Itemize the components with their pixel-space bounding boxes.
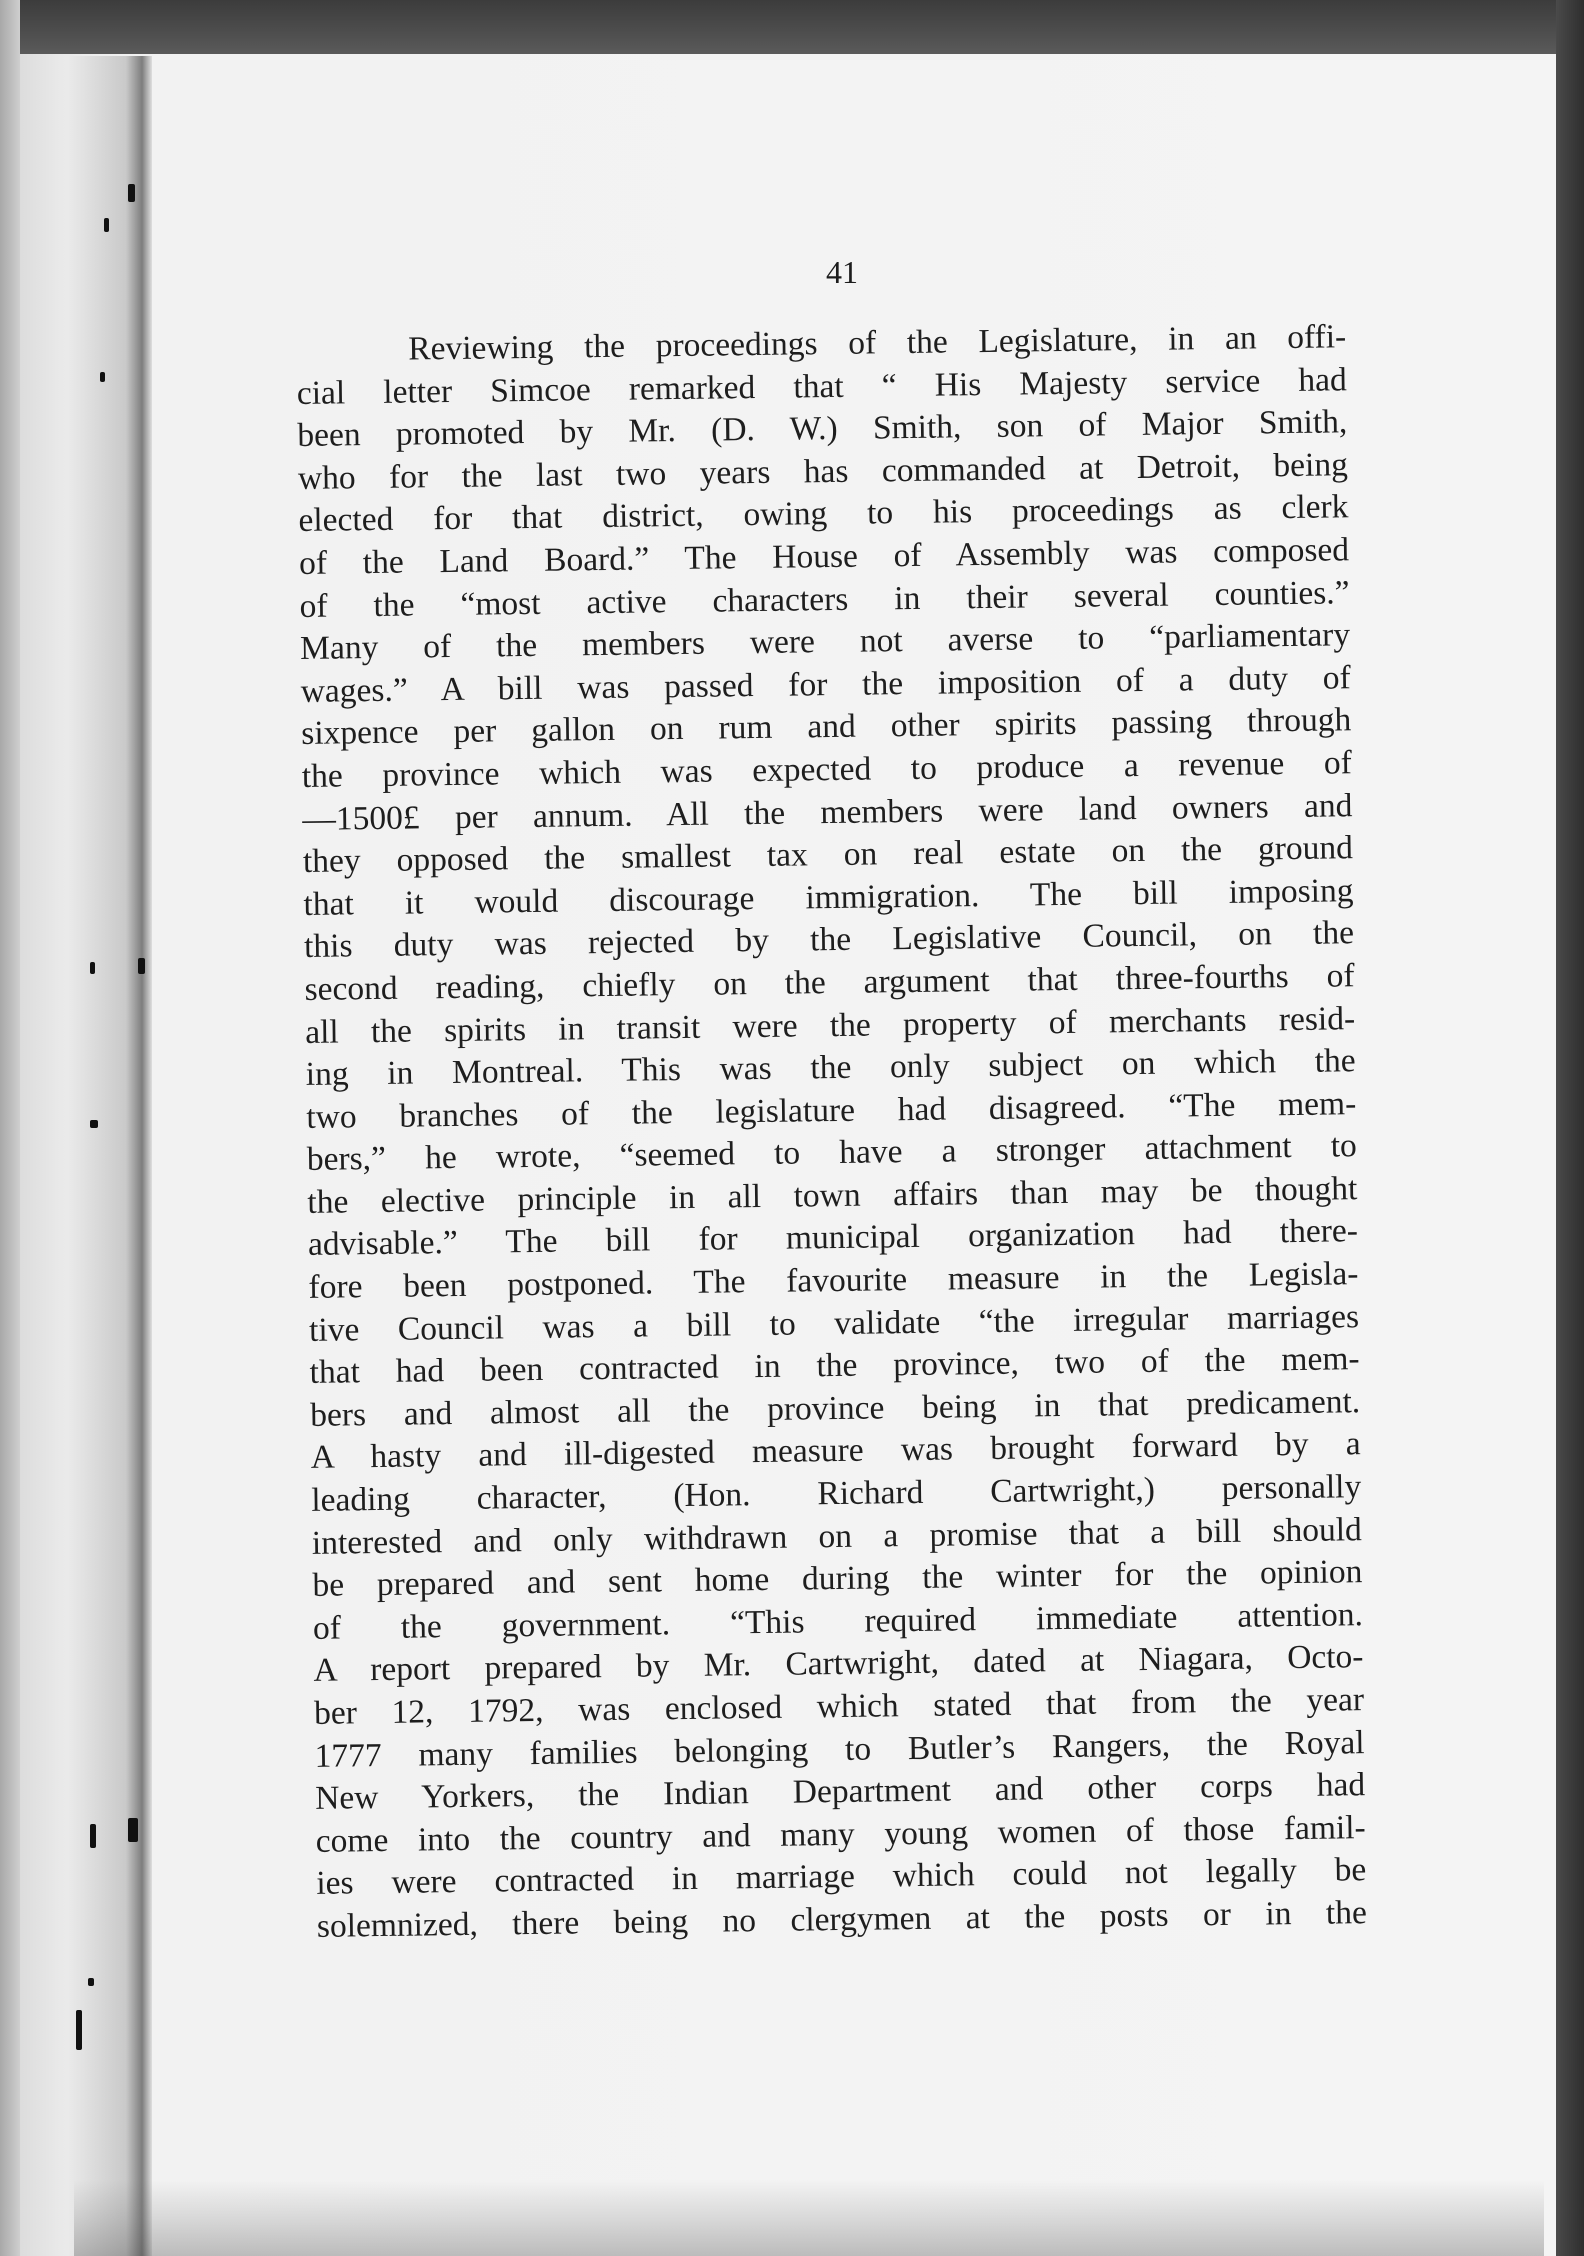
text-line: of the “most active characters in their several counties.” (299, 573, 1350, 625)
text-line: this duty was rejected by the Legislative Council, on the (303, 914, 1355, 966)
scanner-left-border (0, 0, 20, 2256)
binding-hole-mark (128, 184, 135, 202)
text-line: fore been postponed. The favourite measure in the Legisla- (308, 1255, 1359, 1306)
text-line: Reviewing the proceedings of the Legislature, in an offi- (408, 318, 1347, 368)
text-line: ies were contracted in marriage which could not legally be (316, 1851, 1367, 1903)
text-line: solemnized, there being no clergymen at the posts or in the (316, 1894, 1368, 1945)
text-line: two branches of the legislature had disagreed. “The mem- (306, 1084, 1357, 1136)
text-line: ber 12, 1792, was enclosed which stated that from the year (313, 1681, 1365, 1732)
text-line: the elective principle in all town affairs than may be thought (307, 1170, 1358, 1221)
text-line: A report prepared by Mr. Cartwright, dated at Niagara, Octo- (313, 1638, 1364, 1690)
text-line: come into the country and many young women of those famil- (315, 1808, 1366, 1860)
text-line: who for the last two years has commanded at Detroit, being (297, 446, 1349, 497)
text-line: tive Council was a bill to validate “the irregular marriages (308, 1297, 1360, 1349)
text-line: wages.” A bill was passed for the imposition of a duty of (300, 658, 1351, 710)
text-line: New Yorkers, the Indian Department and other corps had (314, 1766, 1366, 1818)
binding-hole-mark (90, 1824, 96, 1848)
text-line: all the spirits in transit were the property of merchants resid- (304, 999, 1356, 1051)
binding-hole-mark (76, 2010, 82, 2050)
binding-hole-mark (90, 1120, 98, 1128)
text-line: that it would discourage immigration. The bill imposing (303, 871, 1354, 923)
binding-hole-mark (138, 958, 145, 974)
text-line: 1777 many families belonging to Butler’s Rangers, the Royal (314, 1723, 1365, 1775)
binding-hole-mark (104, 218, 109, 232)
text-line: —1500£ per annum. All the members were land owners and (302, 786, 1353, 838)
text-line: they opposed the smallest tax on real estate on the ground (302, 829, 1354, 881)
text-line: bers and almost all the province being in that predicament. (309, 1383, 1361, 1434)
text-line: ing in Montreal. This was the only subject on which the (305, 1042, 1356, 1094)
text-line: been promoted by Mr. (D. W.) Smith, son of Major Smith, (297, 403, 1348, 455)
binding-hole-mark (128, 1818, 138, 1842)
text-line: of the government. “This required immediate attention. (312, 1595, 1364, 1647)
binding-hole-mark (88, 1978, 94, 1986)
page-bottom-shadow (74, 2180, 1544, 2256)
text-line: of the Land Board.” The House of Assembly was composed (298, 531, 1350, 582)
text-line: second reading, chiefly on the argument that three-fourths of (304, 957, 1355, 1008)
binding-hole-mark (90, 962, 95, 974)
page-number: 41 (826, 254, 858, 290)
text-line: Many of the members were not averse to “parliamentary (299, 616, 1351, 668)
binding-gutter-shadow (68, 56, 152, 2256)
text-line: advisable.” The bill for municipal organization had there- (307, 1212, 1359, 1264)
text-line: interested and only withdrawn on a promise that a bill should (311, 1510, 1363, 1562)
text-line: that had been contracted in the province, two of the mem- (309, 1340, 1360, 1392)
scanner-top-border (0, 0, 1584, 54)
text-line: cial letter Simcoe remarked that “ His Majesty service had (296, 360, 1347, 412)
text-line: sixpence per gallon on rum and other spirits passing through (301, 701, 1352, 753)
text-line: leading character, (Hon. Richard Cartwright,) personally (311, 1468, 1362, 1519)
binding-hole-mark (100, 372, 105, 382)
scanner-right-border (1556, 0, 1584, 2256)
text-line: the province which was expected to produce a revenue of (301, 744, 1352, 795)
body-text (296, 316, 1367, 1948)
text-line: A hasty and ill-digested measure was brought forward by a (310, 1425, 1361, 1477)
text-line: be prepared and sent home during the winter for the opinion (312, 1553, 1363, 1605)
text-line: elected for that district, owing to his proceedings as clerk (298, 488, 1349, 540)
text-line: bers,” he wrote, “seemed to have a stronger attachment to (306, 1127, 1358, 1179)
